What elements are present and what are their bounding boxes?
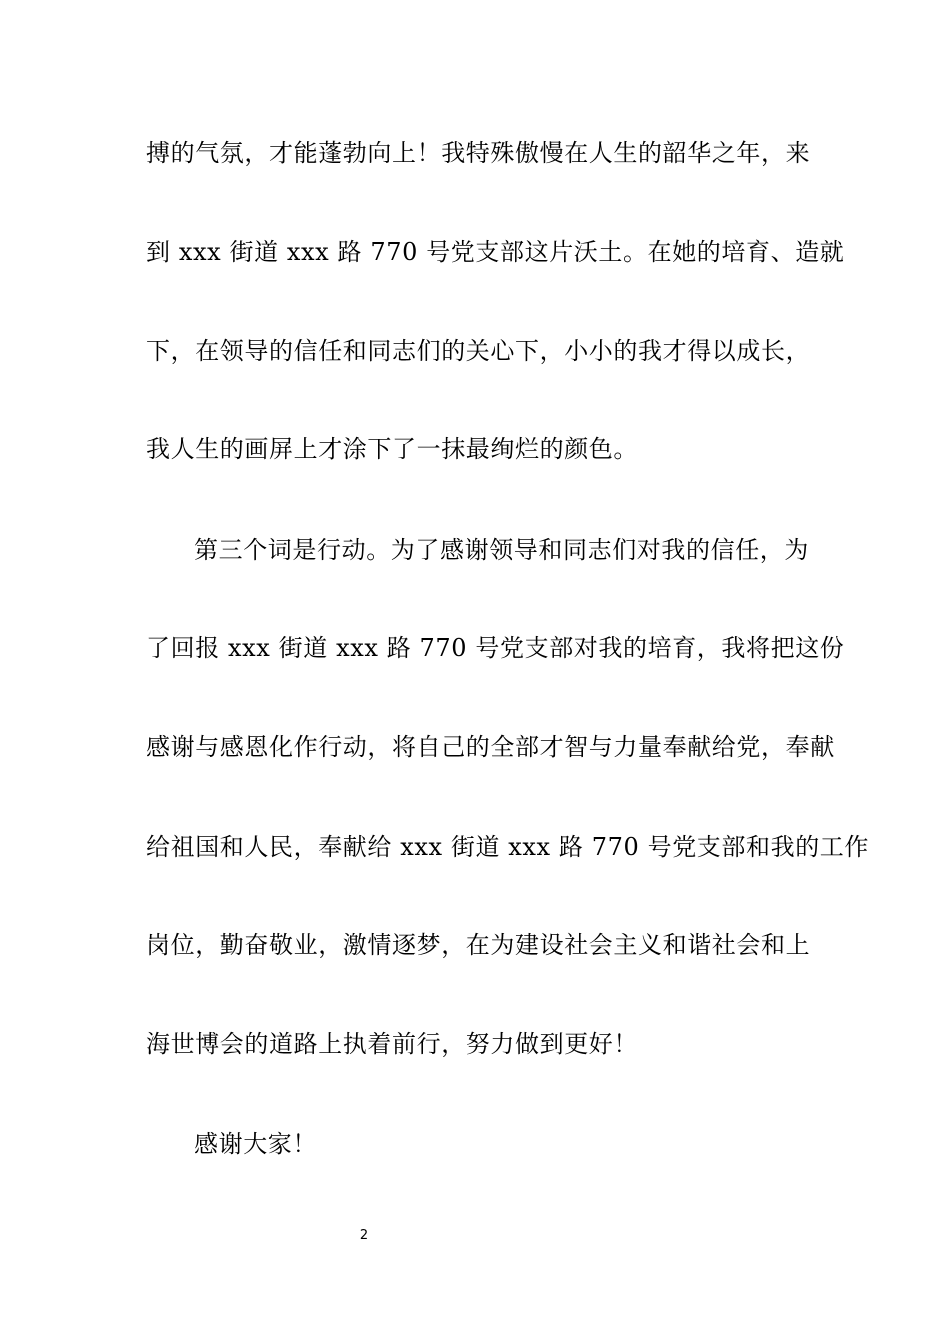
body-text-line: 下，在领导的信任和同志们的关心下，小小的我才得以成长， <box>146 337 811 365</box>
page-number: 2 <box>359 1228 369 1243</box>
paragraph-first-line: 第三个词是行动。为了感谢领导和同志们对我的信任，为 <box>194 536 809 564</box>
body-text-line: 感谢与感恩化作行动，将自己的全部才智与力量奉献给党，奉献 <box>146 733 835 761</box>
body-text-line: 我人生的画屏上才涂下了一抹最绚烂的颜色。 <box>146 435 638 463</box>
body-text-line: 搏的气氛，才能蓬勃向上！我特殊傲慢在人生的韶华之年，来 <box>146 139 811 167</box>
body-text-line: 海世博会的道路上执着前行，努力做到更好！ <box>146 1030 638 1058</box>
closing-line: 感谢大家！ <box>194 1130 317 1158</box>
body-text-line: 岗位，勤奋敬业，激情逐梦，在为建设社会主义和谐社会和上 <box>146 931 811 959</box>
body-text-line: 了回报 xxx 街道 xxx 路 770 号党支部对我的培育，我将把这份 <box>146 634 845 662</box>
body-text-line: 给祖国和人民，奉献给 xxx 街道 xxx 路 770 号党支部和我的工作 <box>146 833 869 861</box>
body-text-line: 到 xxx 街道 xxx 路 770 号党支部这片沃土。在她的培育、造就 <box>146 238 845 266</box>
